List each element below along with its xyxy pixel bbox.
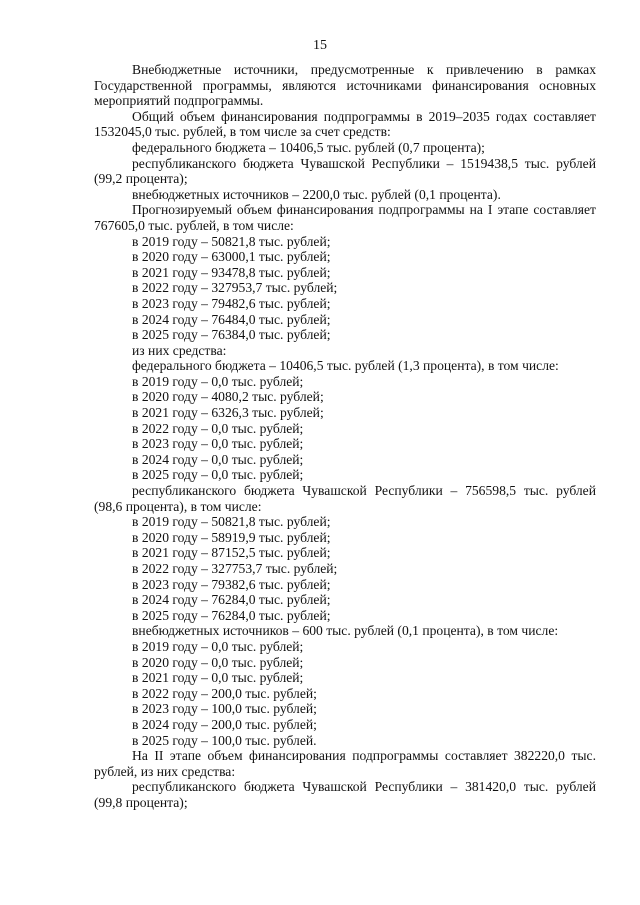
stage-1-year-item: в 2021 году – 93478,8 тыс. рублей; [132,264,331,280]
extra-budget-year-item: в 2025 году – 100,0 тыс. рублей. [132,732,317,748]
federal-year-item: в 2019 году – 0,0 тыс. рублей; [132,373,304,389]
stage-1-year-item: в 2019 году – 50821,8 тыс. рублей; [132,233,331,249]
extra-budget-year-item: в 2022 году – 200,0 тыс. рублей; [132,685,317,701]
extra-budget-year-item: в 2021 году – 0,0 тыс. рублей; [132,670,304,686]
republican-year-item: в 2021 году – 87152,5 тыс. рублей; [132,545,331,561]
federal-year-item: в 2021 году – 6326,3 тыс. рублей; [132,405,324,421]
stage-1-year-item: в 2023 году – 79482,6 тыс. рублей; [132,295,331,311]
federal-year-item: в 2025 году – 0,0 тыс. рублей; [132,467,304,483]
federal-year-item: в 2023 году – 0,0 тыс. рублей; [132,436,304,452]
page-number: 15 [313,38,327,53]
federal-year-item: в 2024 году – 0,0 тыс. рублей; [132,451,304,467]
of-which-funds-label: из них средства: [132,342,227,358]
stage-1-year-item: в 2022 году – 327953,7 тыс. рублей; [132,280,338,296]
federal-year-item: в 2022 году – 0,0 тыс. рублей; [132,420,304,436]
extra-budget-year-item: в 2024 году – 200,0 тыс. рублей; [132,716,317,732]
republican-year-item: в 2024 году – 76284,0 тыс. рублей; [132,592,331,608]
stage-1-year-item: в 2024 году – 76484,0 тыс. рублей; [132,311,331,327]
stage-2-republican-item: республиканского бюджета Чувашской Республики – 381420,0 тыс. рублей (99,8 процента); [94,779,596,810]
funding-source-republican: республиканского бюджета Чувашской Республики – 1519438,5 тыс. рублей (99,2 процента); [94,155,596,187]
federal-year-item: в 2020 году – 4080,2 тыс. рублей; [132,389,324,405]
extra-budget-year-item: в 2023 году – 100,0 тыс. рублей; [132,701,317,717]
stage-1-federal-heading: федерального бюджета – 10406,5 тыс. рублей (1,3 процента), в том числе: [132,358,559,374]
republican-year-item: в 2025 году – 76284,0 тыс. рублей; [132,607,331,623]
republican-year-item: в 2022 году – 327753,7 тыс. рублей; [132,561,338,576]
paragraph-stage-1-total: Прогнозируемый объем финансирования подпрограммы на I этапе составляет 767605,0 тыс. рублей, в том числе: [94,202,596,233]
stage-1-year-item: в 2025 году – 76384,0 тыс. рублей; [132,327,331,343]
extra-budget-year-item: в 2019 году – 0,0 тыс. рублей; [132,638,304,654]
republican-year-item: в 2019 году – 50821,8 тыс. рублей; [132,514,331,530]
funding-source-extra-budget: внебюджетных источников – 2200,0 тыс. рублей (0,1 процента). [132,186,501,202]
stage-1-year-item: в 2020 году – 63000,1 тыс. рублей; [132,249,331,265]
paragraph-total-funding: Общий объем финансирования подпрограммы в 2019–2035 годах составляет 1532045,0 тыс. рублей, в том числе за счет средств: [94,108,596,140]
republican-year-item: в 2023 году – 79382,6 тыс. рублей; [132,576,331,592]
republican-year-item: в 2020 году – 58919,9 тыс. рублей; [132,529,331,545]
funding-source-federal: федерального бюджета – 10406,5 тыс. рублей (0,7 процента); [132,139,485,155]
extra-budget-year-item: в 2020 году – 0,0 тыс. рублей; [132,654,304,670]
paragraph-extra-budget-sources: Внебюджетные источники, предусмотренные к привлечению в рамках Государственной программы, являются источниками финансирования основных мероприятий подпрограммы. [94,62,596,109]
stage-1-extra-budget-heading: внебюджетных источников – 600 тыс. рублей (0,1 процента), в том числе: [132,623,559,639]
paragraph-stage-2-total: На II этапе объем финансирования подпрограммы составляет 382220,0 тыс. рублей, из них средства: [94,748,596,779]
stage-1-republican-heading: республиканского бюджета Чувашской Республики – 756598,5 тыс. рублей (98,6 процента), в том числе: [94,483,596,514]
document-body [94,62,596,811]
